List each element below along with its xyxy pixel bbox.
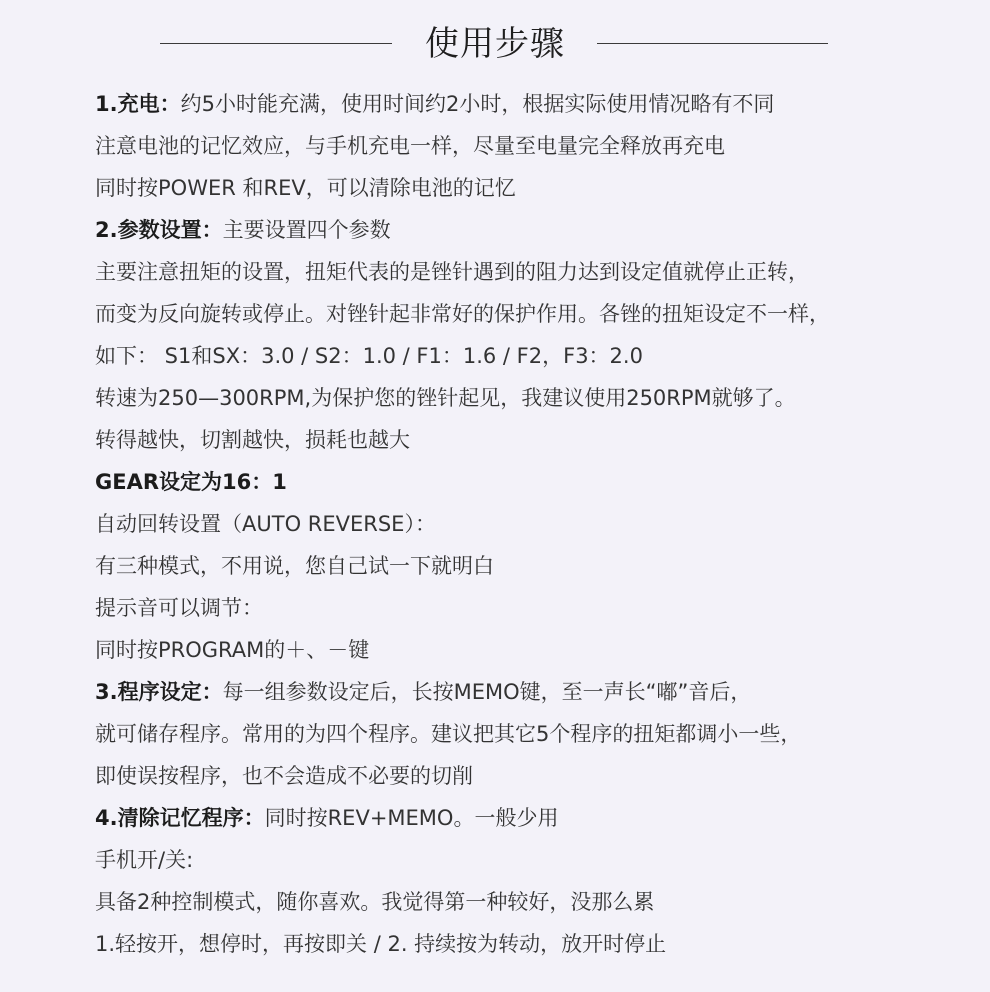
line-text: 提示音可以调节： [95, 596, 263, 620]
text-line-20 [95, 881, 975, 923]
text-line-8 [95, 377, 975, 419]
text-line-10 [95, 461, 975, 503]
text-line-12 [95, 545, 975, 587]
step-heading-program: 3.程序设定： [95, 680, 223, 704]
line-text: 手机开/关: [95, 848, 194, 872]
text-line-5 [95, 251, 975, 293]
text-line-17 [95, 755, 975, 797]
line-text: 约5小时能充满，使用时间约2小时，根据实际使用情况略有不同 [180, 92, 775, 116]
text-line-9 [95, 419, 975, 461]
text-line-19 [95, 839, 975, 881]
text-line-1 [95, 83, 975, 125]
line-text: 就可储存程序。常用的为四个程序。建议把其它5个程序的扭矩都调小一些， [95, 722, 802, 746]
line-text: 有三种模式，不用说，您自己试一下就明白 [95, 554, 494, 578]
step-heading-clear-memory: 4.清除记忆程序： [95, 806, 265, 830]
gear-setting: GEAR设定为16：1 [95, 470, 287, 494]
line-text: 而变为反向旋转或停止。对锉针起非常好的保护作用。各锉的扭矩设定不一样， [95, 302, 830, 326]
line-text: 注意电池的记忆效应，与手机充电一样，尽量至电量完全释放再充电 [95, 134, 725, 158]
line-text: 每一组参数设定后，长按MEMO键，至一声长“嘟”音后， [222, 680, 752, 704]
line-text: 转速为250—300RPM,为保护您的锉针起见，我建议使用250RPM就够了。 [95, 386, 796, 410]
page-title: 使用步骤 [425, 24, 565, 64]
line-text: 1.轻按开，想停时，再按即关 / 2. 持续按为转动，放开时停止 [95, 932, 667, 956]
line-text: 自动回转设置（AUTO REVERSE）： [95, 512, 436, 536]
line-text: 同时按POWER 和REV，可以清除电池的记忆 [95, 176, 516, 200]
text-line-11 [95, 503, 975, 545]
text-line-3 [95, 167, 975, 209]
text-line-6 [95, 293, 975, 335]
line-text: 转得越快，切割越快，损耗也越大 [95, 428, 410, 452]
text-line-2 [95, 125, 975, 167]
line-text: 同时按PROGRAM的＋、－键 [95, 638, 370, 662]
text-line-4 [95, 209, 975, 251]
step-heading-parameters: 2.参数设置： [95, 218, 223, 242]
instructions-body [95, 83, 975, 965]
line-text: 主要设置四个参数 [222, 218, 391, 242]
header-divider-right [597, 43, 828, 44]
line-text: 具备2种控制模式，随你喜欢。我觉得第一种较好，没那么累 [95, 890, 655, 914]
text-line-18 [95, 797, 975, 839]
line-text: 即使误按程序，也不会造成不必要的切削 [95, 764, 473, 788]
line-text: 主要注意扭矩的设置，扭矩代表的是锉针遇到的阻力达到设定值就停止正转， [95, 260, 809, 284]
section-header [0, 18, 990, 70]
text-line-15 [95, 671, 975, 713]
step-heading-charging: 1.充电： [95, 92, 181, 116]
line-text: 同时按REV+MEMO。一般少用 [264, 806, 559, 830]
text-line-7 [95, 335, 975, 377]
text-line-16 [95, 713, 975, 755]
torque-values: 如下： S1和SX：3.0 / S2：1.0 / F1：1.6 / F2，F3：2.0 [95, 344, 643, 368]
text-line-14 [95, 629, 975, 671]
text-line-21 [95, 923, 975, 965]
text-line-13 [95, 587, 975, 629]
